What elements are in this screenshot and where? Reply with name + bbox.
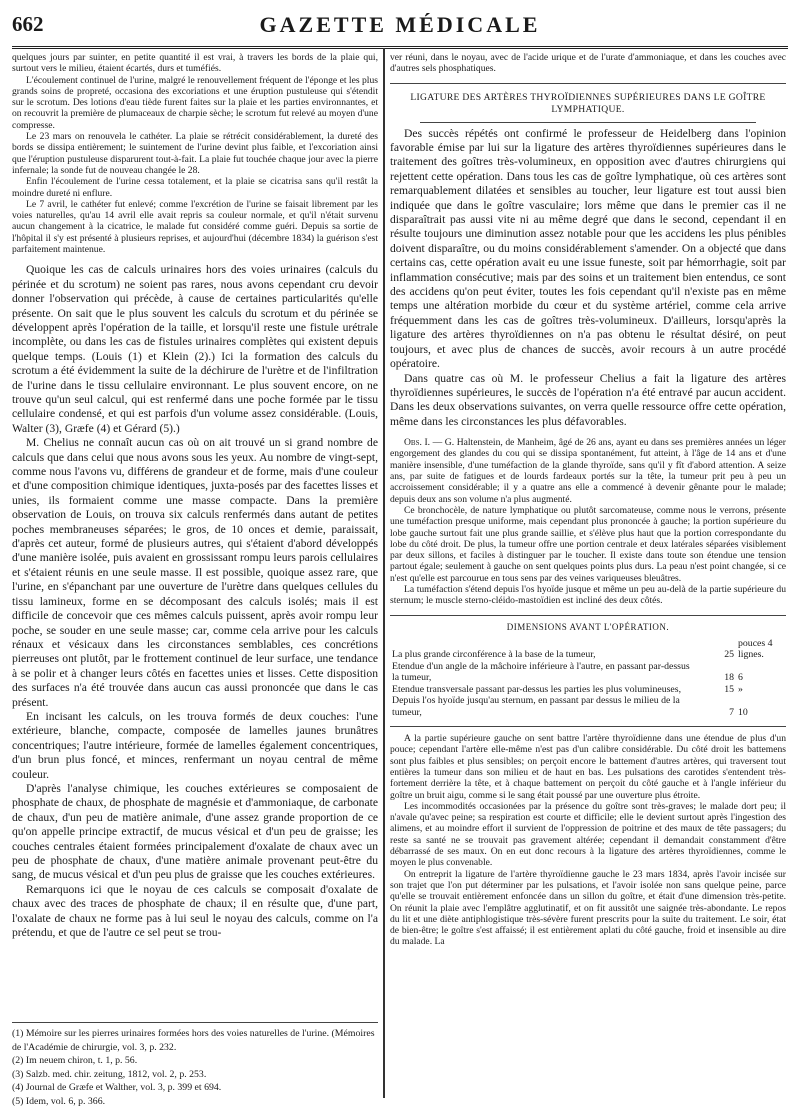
observation-paragraph: Les incommodités occasionées par la présence du goître sont très-graves; le malade dort peu; il n'avale qu'avec peine; sa respiration est courte et difficile; elle le devient surtout après l'ingestion des alimens, et au moindre effort il survient de l'oppression de poitrine et des maux de tête passagers; du reste sa santé ne se trouvait pas gravement altérée; cependant il demandait constamment d'être débarrassé de ses maux. On en eut donc recours à la ligature des artères thyroïdiennes, comme le moyen le plus convenable. xyxy=(390,801,786,869)
observation-paragraph: A la partie supérieure gauche on sent battre l'artère thyroïdienne dans une étendue de plus d'un pouce; cependant l'artère elle-même n'est pas d'un calibre considérable. Du côté droit les battemens sont plus faibles et plus sensibles; on perçoit encore le battement d'autres artères, qui traversent tout entières la tumeur dans son milieu et de haut en bas. Les pulsations des carotides s'entendent très-fortement derrière la tête, et à chaque battement on perçoit du côté gauche et à l'angle inférieur du goître un bruit aigu, comme si le sang était poussé par une ouverture plus étroite. xyxy=(390,733,786,801)
section-rule xyxy=(390,83,786,84)
footnote: (3) Salzb. med. chir. zeitung, 1812, vol. 2, p. 253. xyxy=(12,1068,378,1082)
dim-unit: pouces 4 lignes. xyxy=(736,638,786,661)
observation-paragraph: La tuméfaction s'étend depuis l'os hyoïde jusque et même un peu au-delà de la partie supérieure du sternum; le muscle sterno-cléido-mastoïdien est incliné des deux côtés. xyxy=(390,584,786,607)
dim-unit: 10 xyxy=(736,695,786,718)
table-row xyxy=(390,684,786,696)
table-row xyxy=(390,661,786,684)
header-rule xyxy=(12,46,788,49)
body-paragraph: Quoique les cas de calculs urinaires hors des voies urinaires (calculs du périnée et du scrotum) ne soient pas rares, nous avons cependant cru devoir donner l'observation qui précède, à cause de certaines particularités qu'elle présente. On sait que le plus souvent les calculs du scrotum et du périnée se développent après l'opération de la taille, et lorsqu'il reste une fistule urétrale incomplète, ou dans les cas de fistules urinaires complètes qui existent depuis quelque temps. (Louis (1) et Klein (2).) Ici la formation des calculs du scrotum a été évidemment la suite de la déchirure de l'urètre et de l'infiltration de l'urine dans le tissu cellulaire environnant. Le plus souvent encore, on ne trouve qu'un seul calcul, qui est renfermé dans une poche formée par le tissu cellulaire condensé, et qui est parfois d'un volume assez considérable. (Louis, Walter (3), Græfe (4) et Gérard (5).) xyxy=(12,263,378,436)
dim-unit: » xyxy=(736,684,786,696)
dim-value: 15 xyxy=(696,684,736,696)
title-rule xyxy=(420,122,756,123)
footnote: (1) Mémoire sur les pierres urinaires formées hors des voies naturelles de l'urine. (Mémoires de l'Académie de chirurgie, vol. 3, p. 232. xyxy=(12,1027,378,1054)
journal-title: GAZETTE MÉDICALE xyxy=(12,12,788,38)
dim-value: 18 xyxy=(696,661,736,684)
body-paragraph: Dans quatre cas où M. le professeur Chelius a fait la ligature des artères thyroïdiennes supérieures, le succès de l'opération n'a été entravé par aucun accident. Dans les deux observations suivantes, on verra quelle ressource offre cette opération, même dans les circonstances les plus défavorables. xyxy=(390,372,786,430)
case-paragraph: Le 7 avril, le cathéter fut enlevé; comme l'excrétion de l'urine se faisait librement par les voies naturelles, qu'au 14 avril elle avait repris sa couleur normale, et qu'il n'était survenu aucun changement à la cicatrice, le malade fut considéré comme guéri. Depuis sa sortie de l'hôpital il s'y est présenté à plusieurs reprises, et aujourd'hui (décembre 1834) la guérison s'est parfaitement maintenue. xyxy=(12,199,378,255)
continuation-paragraph: ver réuni, dans le noyau, avec de l'acide urique et de l'urate d'ammoniaque, et dans les couches avec d'autres sels phosphatiques. xyxy=(390,52,786,75)
dim-unit: 6 xyxy=(736,661,786,684)
footnotes xyxy=(12,1022,378,1108)
dims-rule-top xyxy=(390,615,786,616)
case-paragraph: L'écoulement continuel de l'urine, malgré le renouvellement fréquent de l'éponge et les plus grands soins de propreté, occasiona des excoriations et une éruption pustuleuse qui s'étendit sur le scrotum. Des lotions d'eau tiède furent faites sur la plaie et les parties environnantes, et on recouvrit la première de plumaceaux de charpie sèche; le scrotum fut relevé au moyen d'une compresse. xyxy=(12,75,378,131)
case-paragraph: Enfin l'écoulement de l'urine cessa totalement, et la plaie se cicatrisa sans qu'il restât la moindre dureté ni enflure. xyxy=(12,176,378,199)
observation-paragraph: On entreprit la ligature de l'artère thyroïdienne gauche le 23 mars 1834, après l'avoir incisée sur son trajet que l'on put déterminer par les pulsations, et l'avoir isolée non sans quelque peine, parce qu'elle se trouvait entièrement enfoncée dans un sillon du goître, et était d'une dimension très-petite. On réunit la plaie avec l'emplâtre agglutinatif, et on fit aussitôt une saignée très-abondante. Le repos du lit et une diète antiphlogistique très-sévère furent prescrits pour la suite du traitement. Le soir, état de bien-être; le goître s'est affaissé; il est entièrement aplati du côté gauche, froid et insensible au dire du malade. La xyxy=(390,869,786,948)
body-paragraph: Des succès répétés ont confirmé le professeur de Heidelberg dans l'opinion favorable émise par lui sur la ligature des artères thyroïdiennes supérieures dans le traitement des goîtres très-volumineux, en opposition avec d'autres chirurgiens qui rejettent cette opération. Dans tous les cas de goître lymphatique, où ces artères sont remarquablement dilatées et sensibles au toucher, leur ligature est tout aussi bien indiquée que dans le goître vasculaire; lors même que dans le premier cas il ne disparaîtrait pas aussi vite ni au même degré que dans le second, cependant il en résulte toujours une diminution assez notable pour que les accidens les plus pénibles doivent disparaître, ou du moins considérablement s'amender. On a objecté que dans certains cas, cette opération avait eu une issue funeste, soit par hémorrhagie, soit par inflammation consécutive; mais par des soins et un traitement bien entendus, ce sont des accidens qu'on peut éviter, toutes les fois cependant qu'il n'existe pas en même temps une altération morbide du cœur et du système artériel, comme cela arrive fréquemment dans les cas de goîtres très-volumineux. D'ailleurs, lorsqu'après la ligature des artères thyroïdiennes on n'a pas obtenu le résultat désiré, on peut toujours, et avec plus de chances de succès, avoir recours à un autre procédé opératoire. xyxy=(390,127,786,372)
dims-rule-bottom xyxy=(390,726,786,727)
footnote-rule xyxy=(12,1022,378,1023)
table-row xyxy=(390,638,786,661)
dim-label: Etendue transversale passant par-dessus les parties les plus volumineuses, xyxy=(390,684,696,696)
page-header xyxy=(12,10,788,42)
dimensions-title: DIMENSIONS AVANT L'OPÉRATION. xyxy=(390,622,786,632)
dim-label: Depuis l'os hyoïde jusqu'au sternum, en passant par dessus le milieu de la tumeur, xyxy=(390,695,696,718)
footnote: (2) Im neuem chiron, t. 1, p. 56. xyxy=(12,1054,378,1068)
section-title: LIGATURE DES ARTÈRES THYROÏDIENNES SUPÉRIEURES DANS LE GOÎTRE LYMPHATIQUE. xyxy=(390,92,786,116)
footnote: (4) Journal de Græfe et Walther, vol. 3, p. 399 et 694. xyxy=(12,1081,378,1095)
dim-value: 25 xyxy=(696,638,736,661)
page-number: 662 xyxy=(12,12,44,37)
case-paragraph: quelques jours par suinter, en petite quantité il est vrai, à travers les bords de la plaie qui, surtout vers le milieu, étaient écartés, durs et tuméfiés. xyxy=(12,52,378,75)
dim-label: Etendue d'un angle de la mâchoire inférieure à l'autre, en passant par-dessus la tumeur, xyxy=(390,661,696,684)
case-paragraph: Le 23 mars on renouvela le cathéter. La plaie se rétrécit considérablement, la dureté des bords se dissipa entièrement; le suintement de l'urine devint plus faible, et l'excoriation ainsi que l'éruption pustuleuse disparurent tout-à-fait. La plaie fut touchée chaque jour avec la pierre infernale; la sonde fut de nouveau changée le 28. xyxy=(12,131,378,176)
body-paragraph: En incisant les calculs, on les trouva formés de deux couches: l'une extérieure, blanche, compacte, composée de lamelles jaunes brunâtres concentriques; l'autre intérieure, formée de lamelles également concentriques, d'un brun plus foncé, et minces, renfermant un noyau central de même couleur. xyxy=(12,710,378,782)
body-paragraph: Remarquons ici que le noyau de ces calculs se composait d'oxalate de chaux avec des traces de phosphate de chaux; il en résulte que, d'une part, l'oxalate de chaux ne forme pas à lui seul le noyau des calculs, comme on l'a prétendu, et que de l'autre ce sel peut se trou- xyxy=(12,883,378,941)
left-column xyxy=(12,52,378,1017)
dim-label: La plus grande circonférence à la base de la tumeur, xyxy=(390,638,696,661)
observation-label: Obs. I. — xyxy=(404,437,442,448)
body-paragraph: M. Chelius ne connaît aucun cas où on ait trouvé un si grand nombre de calculs que dans celui que nous avons sous les yeux. Au nombre de vingt-sept, comme nous l'avons vu, différens de grandeur et de forme, mais d'une couleur et d'une composition chimique identiques, juxta-posés par des facettes lisses et unies, ils formaient comme une masse compacte. Dans la première observation de Louis, on trouva six calculs renfermés dans autant de petites poches membraneuses séparées; le gros, de 10 onces et demie, paraissait, d'après cet auteur, formé de plusieurs autres, qui s'étaient d'abord développés d'une manière isolée, puis avaient en grossissant rompu leurs parois cellulaires et s'étaient réunis en une seule masse. Il est possible, quoique assez rare, que l'urine, en s'épanchant par une ouverture de l'urètre dans quelques cellules du tissu lamineux, forme en se décomposant des calculs isolés; mais il est difficile de concevoir que ces mêmes calculs puissent, après avoir rompu leur poche, se souder en une seule masse; car, comme cela arrive pour les calculs rénaux et vésicaux dans les circonstances semblables, ces concrétions pierreuses ont plutôt, par le frottement continuel de leur surface, une tendance à se polir et à changer leurs côtés en facettes unies et lisses. Cette disposition des surfaces n'a été trouvée dans aucun cas aussi prononcée que dans le cas présent. xyxy=(12,436,378,710)
table-row xyxy=(390,695,786,718)
right-column xyxy=(390,52,786,1097)
observation-text: G. Haltenstein, de Manheim, âgé de 26 ans, ayant eu dans ses premières années un léger engorgement des glandes du cou qui se dissipa spontanément, fut atteint, à l'âge de 14 ans et d'une manière insensible, d'une tuméfaction de la glande thyroïde, sans qu'il y fît d'abord attention. A seize ans, par suite de fatigues et de lourds fardeaux portés sur la tête, la tumeur prit peu à peu un accroissement considérable; il y a quatre ans elle a commencé à devenir gênante pour le malade; depuis deux ans son volume n'a plus augmenté. xyxy=(390,437,786,504)
body-paragraph: D'après l'analyse chimique, les couches extérieures se composaient de phosphate de chaux, de phosphate de magnésie et d'ammoniaque, de carbonate de chaux, d'un peu de matière animale, d'une assez grande proportion de ce qu'on appelle principe extractif, de mucus vésical et d'un peu de graisse; les couches centrales étaient formées principalement d'oxalate de chaux avec un peu de phosphate de chaux, d'une matière animale provenant peut-être du sang, de mucus vésical et d'un peu plus de graisse que les couches extérieures. xyxy=(12,782,378,883)
footnote: (5) Idem, vol. 6, p. 366. xyxy=(12,1095,378,1108)
dimensions-table xyxy=(390,638,786,719)
dim-value: 7 xyxy=(696,695,736,718)
column-divider xyxy=(383,48,385,1098)
observation-paragraph: Ce bronchocèle, de nature lymphatique ou plutôt sarcomateuse, comme nous le verrons, présente une tuméfaction presque uniforme, mais cependant plus prononcée à gauche; la portion supérieure du lobe gauche surtout fait une plus grande saillie, et s'élève plus haut que la portion correspondante du lobe du côté droit. De plus, la tumeur offre une portion centrale et deux latérales séparées visiblement par deux sillons, et faciles à distinguer par le toucher. Il existe dans toute son étendue une tension partout égale; seulement à gauche on sent quelques points plus durs. La peau n'est point changée, si ce n'est qu'elle est parcourue en tous sens par des veines variqueuses bleuâtres. xyxy=(390,505,786,584)
observation-paragraph xyxy=(390,437,786,505)
